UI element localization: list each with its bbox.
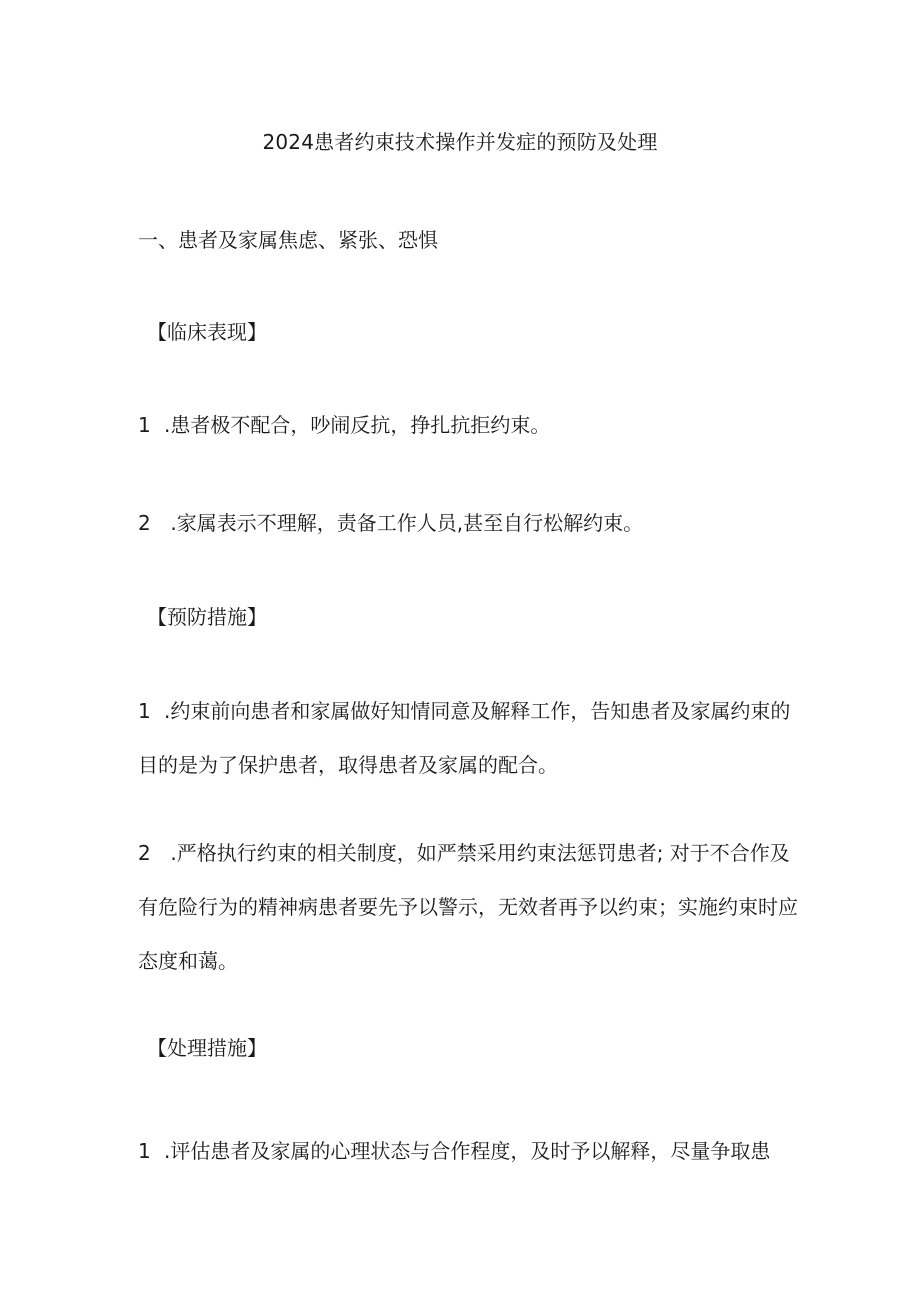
- item-text: .评估患者及家属的心理状态与合作程度，及时予以解释，尽量争取患: [164, 1139, 771, 1163]
- treatment-item-1: [138, 1124, 798, 1178]
- document-title: 2024患者约束技术操作并发症的预防及处理: [262, 130, 658, 154]
- item-number: 2: [138, 511, 151, 535]
- item-text: .约束前向患者和家属做好知情同意及解释工作，告知患者及家属约束的目的是为了保护患者，取得患者及家属的配合。: [138, 699, 791, 777]
- clinical-item-2: [138, 496, 798, 550]
- treatment-measures-heading: 【处理措施】: [147, 1036, 267, 1060]
- clinical-item-1: [138, 398, 798, 452]
- prevention-item-1: [138, 684, 798, 792]
- item-text: .家属表示不理解，责备工作人员,甚至自行松解约束。: [164, 511, 644, 535]
- section-heading: 一、患者及家属焦虑、紧张、恐惧: [138, 228, 438, 252]
- clinical-manifestation-heading: 【临床表现】: [147, 320, 267, 344]
- prevention-measures-heading: 【预防措施】: [147, 605, 267, 629]
- item-number: 2: [138, 841, 151, 865]
- item-number: 1: [138, 699, 151, 723]
- item-number: 1: [138, 413, 151, 437]
- item-text: .患者极不配合，吵闹反抗，挣扎抗拒约束。: [164, 413, 551, 437]
- prevention-item-2: [138, 826, 798, 988]
- item-text: .严格执行约束的相关制度，如严禁采用约束法惩罚患者; 对于不合作及有危险行为的精神病患者要先予以警示，无效者再予以约束；实施约束时应态度和蔼。: [138, 841, 798, 973]
- item-number: 1: [138, 1139, 151, 1163]
